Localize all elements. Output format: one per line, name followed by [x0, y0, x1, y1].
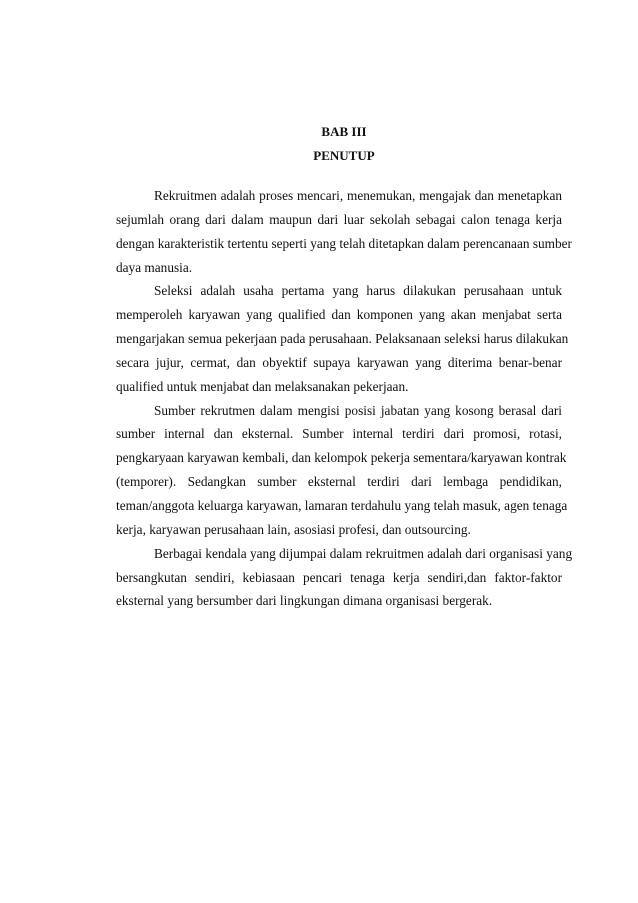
paragraph-3: [116, 399, 568, 542]
body-text: [116, 184, 573, 613]
paragraph-4: [116, 542, 573, 614]
paragraph-line: bersangkutan sendiri, kebiasaan pencari tenaga kerja sendiri,dan faktor-faktor: [116, 569, 562, 585]
paragraph-line: sumber internal dan eksternal. Sumber internal terdiri dari promosi, rotasi,: [116, 426, 562, 442]
paragraph-line: teman/anggota keluarga karyawan, lamaran terdahulu yang telah masuk, agen tenaga: [116, 497, 568, 513]
paragraph-line: daya manusia.: [116, 259, 193, 275]
paragraph-1: [116, 184, 572, 279]
paragraph-2: [116, 279, 569, 398]
paragraph-line: (temporer). Sedangkan sumber eksternal terdiri dari lembaga pendidikan,: [116, 474, 562, 490]
paragraph-line: Rekruitmen adalah proses mencari, menemukan, mengajak dan menetapkan: [154, 188, 562, 203]
paragraph-line: memperoleh karyawan yang qualified dan komponen yang akan menjabat serta: [116, 307, 562, 323]
paragraph-line: qualified untuk menjabat dan melaksanakan pekerjaan.: [116, 378, 409, 394]
paragraph-line: secara jujur, cermat, dan obyektif supaya karyawan yang diterima benar-benar: [116, 354, 562, 370]
paragraph-line: pengkaryaan karyawan kembali, dan kelompok pekerja sementara/karyawan kontrak: [116, 450, 567, 466]
paragraph-line: sejumlah orang dari dalam maupun dari luar sekolah sebagai calon tenaga kerja: [116, 211, 562, 227]
chapter-heading: BAB III: [321, 124, 367, 139]
paragraph-line: Seleksi adalah usaha pertama yang harus dilakukan perusahaan untuk: [154, 283, 562, 299]
chapter-title: PENUTUP: [313, 148, 375, 163]
paragraph-line: kerja, karyawan perusahaan lain, asosiasi profesi, dan outsourcing.: [116, 521, 471, 537]
paragraph-line: dengan karakteristik tertentu seperti yang telah ditetapkan dalam perencanaan sumber: [116, 235, 572, 251]
paragraph-line: Berbagai kendala yang dijumpai dalam rekruitmen adalah dari organisasi yang: [154, 545, 573, 561]
paragraph-line: eksternal yang bersumber dari lingkungan dimana organisasi bergerak.: [116, 593, 493, 609]
paragraph-line: mengarjakan semua pekerjaan pada perusahaan. Pelaksanaan seleksi harus dilakukan: [116, 331, 569, 347]
paragraph-line: Sumber rekrutmen dalam mengisi posisi jabatan yang kosong berasal dari: [154, 402, 562, 418]
